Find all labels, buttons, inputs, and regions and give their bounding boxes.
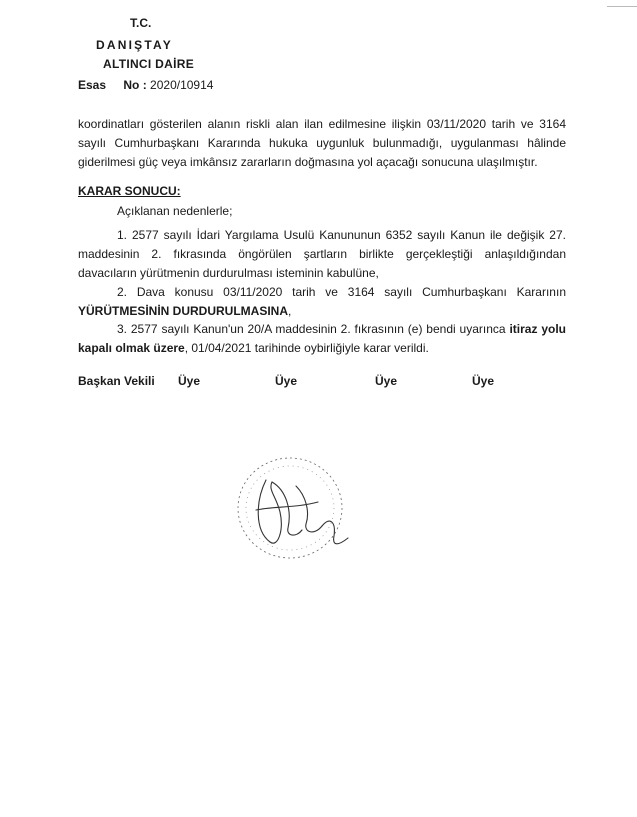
case-number-row: [78, 78, 213, 92]
decision-title: KARAR SONUCU:: [78, 184, 181, 198]
case-number-value: 2020/10914: [150, 78, 214, 92]
header-court: DANIŞTAY: [96, 38, 173, 52]
decision-item-2-bold: YÜRÜTMESİNİN DURDURULMASINA: [78, 304, 288, 318]
signature-member-label: Üye: [375, 374, 398, 388]
signature-row: [0, 374, 637, 394]
edge-mark: [607, 6, 637, 7]
decision-item-3: [78, 320, 566, 358]
signature-member-label: Üye: [178, 374, 201, 388]
court-seal-icon: [226, 450, 361, 570]
body-paragraph: koordinatları gösterilen alanın riskli alan ilan edilmesine ilişkin 03/11/2020 tarih ve 3164 sayılı Cumhurbaşkanı Kararında hukuka uygunluk bulunmadığı, uygulanması hâlinde giderilmesi güç veya imkânsız zararların doğmasına yol açacağı sonucuna ulaşılmıştır.: [78, 117, 566, 169]
header-chamber: ALTINCI DAİRE: [103, 57, 195, 71]
header-tc: T.C.: [130, 16, 152, 30]
decision-item-3-text: 3. 2577 sayılı Kanun'un 20/A maddesinin 2. fıkrasının (e) bendi uyarınca: [117, 322, 506, 336]
decision-item-3-end: , 01/04/2021 tarihinde oybirliğiyle karar verildi.: [184, 341, 429, 355]
signature-member-label: Üye: [472, 374, 495, 388]
decision-intro: Açıklanan nedenlerle;: [117, 204, 233, 218]
signature-chair-label: Başkan Vekili: [78, 374, 155, 388]
signature-member-label: Üye: [275, 374, 298, 388]
decision-item-3-bold: itiraz yolu kapalı olmak üzere: [78, 322, 566, 355]
no-label: No :: [123, 78, 147, 92]
esas-label: Esas: [78, 78, 107, 92]
decision-item-1: 1. 2577 sayılı İdari Yargılama Usulü Kanununun 6352 sayılı Kanun ile değişik 27. maddesinin 2. fıkrasında öngörülen şartların birlikte gerçekleştiği anlaşıldığından davacıların yürütmenin durdurulması isteminin kabulüne,: [78, 228, 566, 280]
decision-item-2-text: 2. Dava konusu 03/11/2020 tarih ve 3164 sayılı Cumhurbaşkanı Kararının: [117, 285, 566, 299]
decision-item-2: [78, 283, 566, 321]
decision-item-2-end: ,: [288, 304, 292, 318]
